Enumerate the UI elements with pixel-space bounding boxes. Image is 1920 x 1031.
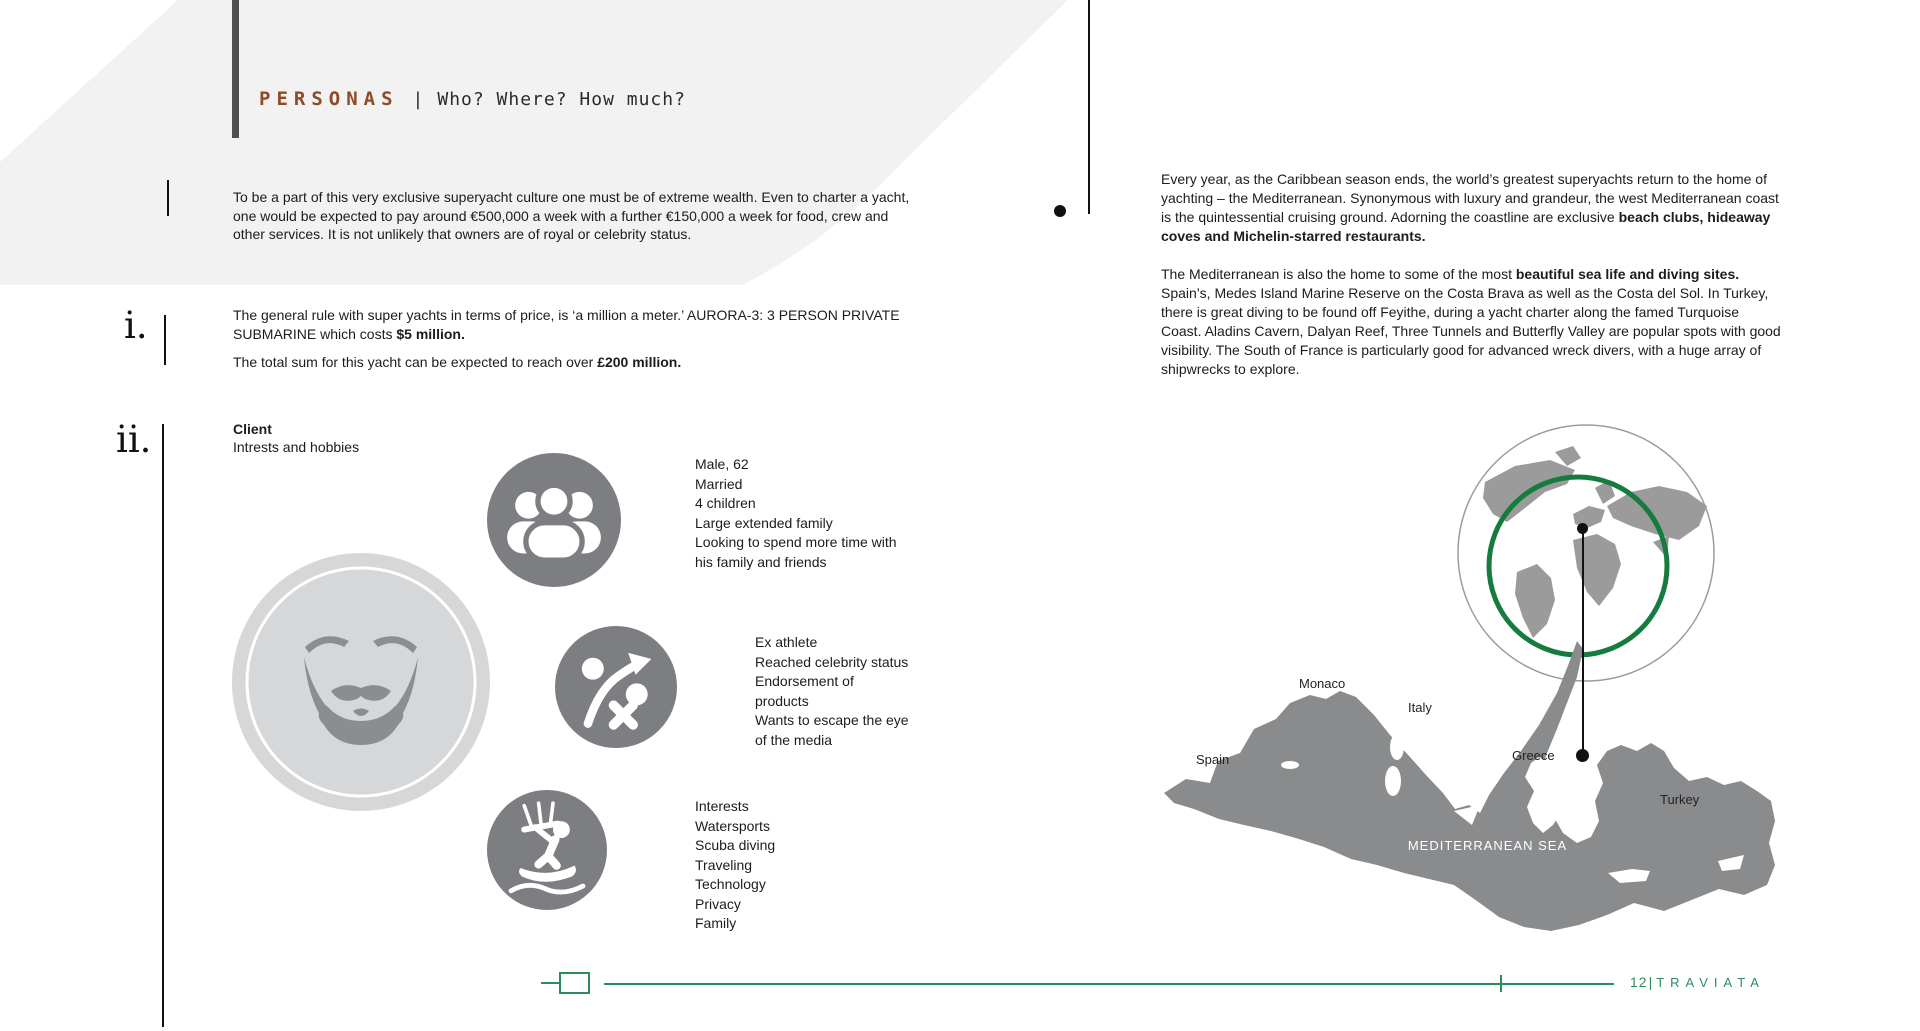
- background-angled-panel: [0, 0, 1100, 300]
- intro-tick-line: [167, 180, 169, 216]
- list-line: Wants to escape the eye: [755, 712, 909, 728]
- footer-flag-icon: [559, 972, 590, 994]
- list-line: products: [755, 692, 809, 709]
- client-heading-block: [233, 420, 359, 456]
- header-accent-bar: [232, 0, 239, 138]
- kitesurfer-icon: [487, 790, 607, 910]
- page-title: PERSONAS: [259, 88, 399, 110]
- list-line: Privacy: [695, 895, 741, 912]
- client-subheading: Intrests and hobbies: [233, 439, 360, 455]
- list-line: Watersports: [695, 817, 770, 834]
- list-line: Endorsement of: [755, 673, 854, 689]
- client-heading: Client: [233, 421, 272, 437]
- beard-face-icon: [232, 553, 490, 811]
- mediterranean-sea-silhouette: [1160, 635, 1780, 935]
- persona-avatar: [232, 553, 490, 811]
- map-label-spain: Spain: [1196, 752, 1230, 767]
- map-label-greece: Greece: [1512, 748, 1555, 763]
- header-separator: |: [412, 89, 424, 110]
- section-i-text: [233, 306, 953, 382]
- section-i-paragraph-2: The total sum for this yacht can be expected to reach over £200 million.: [233, 354, 682, 370]
- section-i-tick-line: [164, 315, 166, 365]
- section-i-numeral: i.: [124, 304, 148, 347]
- footer-separator: |: [1648, 974, 1653, 990]
- list-line: Ex athlete: [755, 634, 818, 650]
- list-line: Traveling: [695, 856, 753, 873]
- map-label-monaco: Monaco: [1299, 676, 1346, 691]
- list-line: 4 children: [695, 495, 756, 511]
- list-line: Reached celebrity status: [755, 653, 909, 670]
- connector-top-dot: [1577, 523, 1588, 534]
- family-icon-circle: [483, 449, 625, 591]
- divider-dot: [1054, 205, 1066, 217]
- footer-tick-mark: [1500, 975, 1502, 992]
- celebrity-list: [755, 633, 909, 750]
- footer-brand-block: [1630, 974, 1765, 990]
- list-line: Married: [695, 475, 743, 492]
- interests-list: [695, 797, 775, 934]
- strategy-icon-circle: [551, 622, 681, 752]
- footer-rule-line: [604, 983, 1614, 985]
- right-column-text: [1161, 170, 1781, 398]
- people-group-icon: [487, 453, 621, 587]
- page-number: 12: [1630, 974, 1648, 990]
- map-label-turkey: Turkey: [1660, 792, 1700, 807]
- mediterranean-map: [1160, 635, 1780, 935]
- globe-map-connector-line: [1582, 529, 1584, 755]
- mediterranean-paragraph-2: The Mediterranean is also the home to some of the most beautiful sea life and diving sites. Spain’s, Medes Island Marine Reserve on the Costa Brava as well as the Costa del Sol. In Turkey, there is great diving to be found off Feyithe, during a yacht charter along the famed Turquoise Coast. Aladins Cavern, Dalyan Reef, Three Tunnels and Butterfly Valley are popular spots with good visibility. The South of France is particularly good for advanced wreck divers, with a huge array of shipwrecks to explore.: [1161, 266, 1781, 377]
- list-line: Family: [695, 915, 737, 931]
- list-line: of the media: [755, 731, 833, 748]
- list-line: Looking to spend more time with: [695, 534, 897, 550]
- list-line: Male, 62: [695, 456, 749, 472]
- section-ii-numeral: ii.: [116, 418, 152, 461]
- intro-paragraph: To be a part of this very exclusive superyacht culture one must be of extreme wealth. Even to charter a yacht, one would be expected to pay around €500,000 a week with a further €150,000 a week for food, crew and other services. It is not unlikely that owners are of royal or celebrity status.: [233, 189, 910, 242]
- list-line: Technology: [695, 876, 766, 892]
- map-label-italy: Italy: [1408, 700, 1432, 715]
- center-divider-line: [1088, 0, 1090, 214]
- page-header: [259, 88, 686, 110]
- mediterranean-paragraph-1: Every year, as the Caribbean season ends, the world’s greatest superyachts return to the home of yachting – the Mediterranean. Synonymous with luxury and grandeur, the west Mediterranean coast is the quintessential cruising ground. Adorning the coastline are exclusive beach clubs, hideaway coves and Michelin-starred restaurants.: [1161, 171, 1779, 244]
- section-i-paragraph-1: The general rule with super yachts in terms of price, is ‘a million a meter.’ AURORA-3: 3 PERSON PRIVATE SUBMARINE which costs $5 million.: [233, 307, 900, 342]
- connector-bottom-dot: [1576, 749, 1589, 762]
- list-line: his family and friends: [695, 553, 827, 570]
- list-line: Scuba diving: [695, 837, 776, 853]
- brand-logo-text: TRAVIATA: [1656, 975, 1765, 990]
- map-label-mediterranean-sea: MEDITERRANEAN SEA: [1407, 838, 1568, 853]
- family-list: [695, 455, 897, 572]
- watersports-icon-circle: [483, 786, 611, 914]
- page-subtitle: Who? Where? How much?: [437, 89, 686, 110]
- list-line: Large extended family: [695, 514, 833, 531]
- strategy-tactics-icon: [555, 626, 677, 748]
- section-ii-rule-line: [162, 424, 164, 1027]
- list-line: Interests: [695, 798, 749, 814]
